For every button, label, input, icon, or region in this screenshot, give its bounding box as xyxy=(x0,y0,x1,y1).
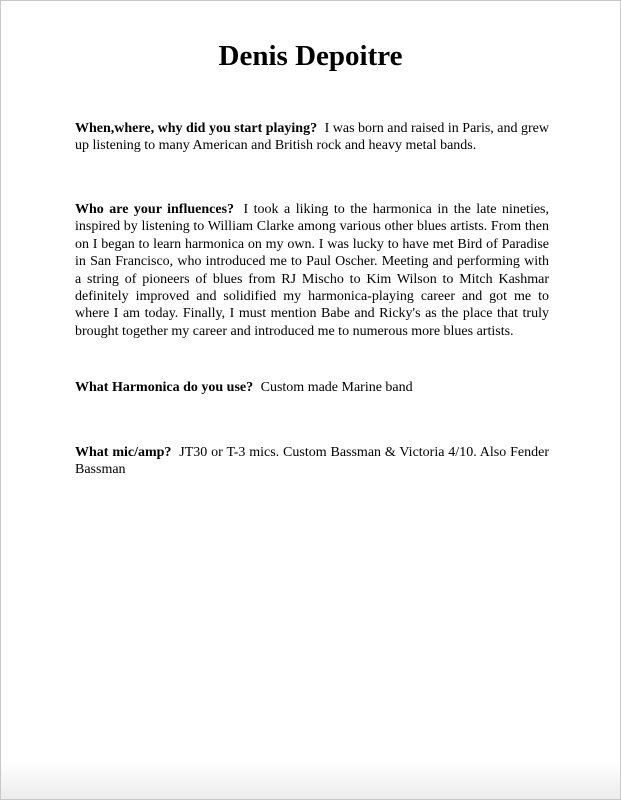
qa-start-playing xyxy=(75,120,549,155)
answer-start-playing: I was born and raised in Paris, and grew up listening to many American and British rock and heavy metal bands. xyxy=(75,121,549,154)
answer-mic-amp: JT30 or T-3 mics. Custom Bassman & Victoria 4/10. Also Fender Bassman xyxy=(75,445,549,478)
answer-influences: I took a liking to the harmonica in the late nineties, inspired by listening to William Clarke among various other blues artists. From then on I began to learn harmonica on my own. I was lucky to have met Bird of Paradise in San Francisco, who introduced me to Paul Oscher. Meeting and performing with a string of pioneers of blues from RJ Mischo to Kim Wilson to Mitch Kashmar definitely improved and solidified my harmonica-playing career and got me to where I am today. Finally, I must mention Babe and Ricky's as the place that truly brought together my career and introduced me to numerous more blues artists. xyxy=(75,202,550,339)
question-harmonica: What Harmonica do you use? xyxy=(75,380,254,395)
question-influences: Who are your influences? xyxy=(75,202,235,217)
qa-influences xyxy=(75,201,549,340)
qa-mic-amp xyxy=(75,444,549,479)
question-mic-amp: What mic/amp? xyxy=(75,445,172,460)
qa-harmonica xyxy=(75,379,549,396)
answer-harmonica: Custom made Marine band xyxy=(260,380,413,395)
question-start-playing: When,where, why did you start playing? xyxy=(75,121,318,136)
page-title: Denis Depoitre xyxy=(218,40,403,72)
